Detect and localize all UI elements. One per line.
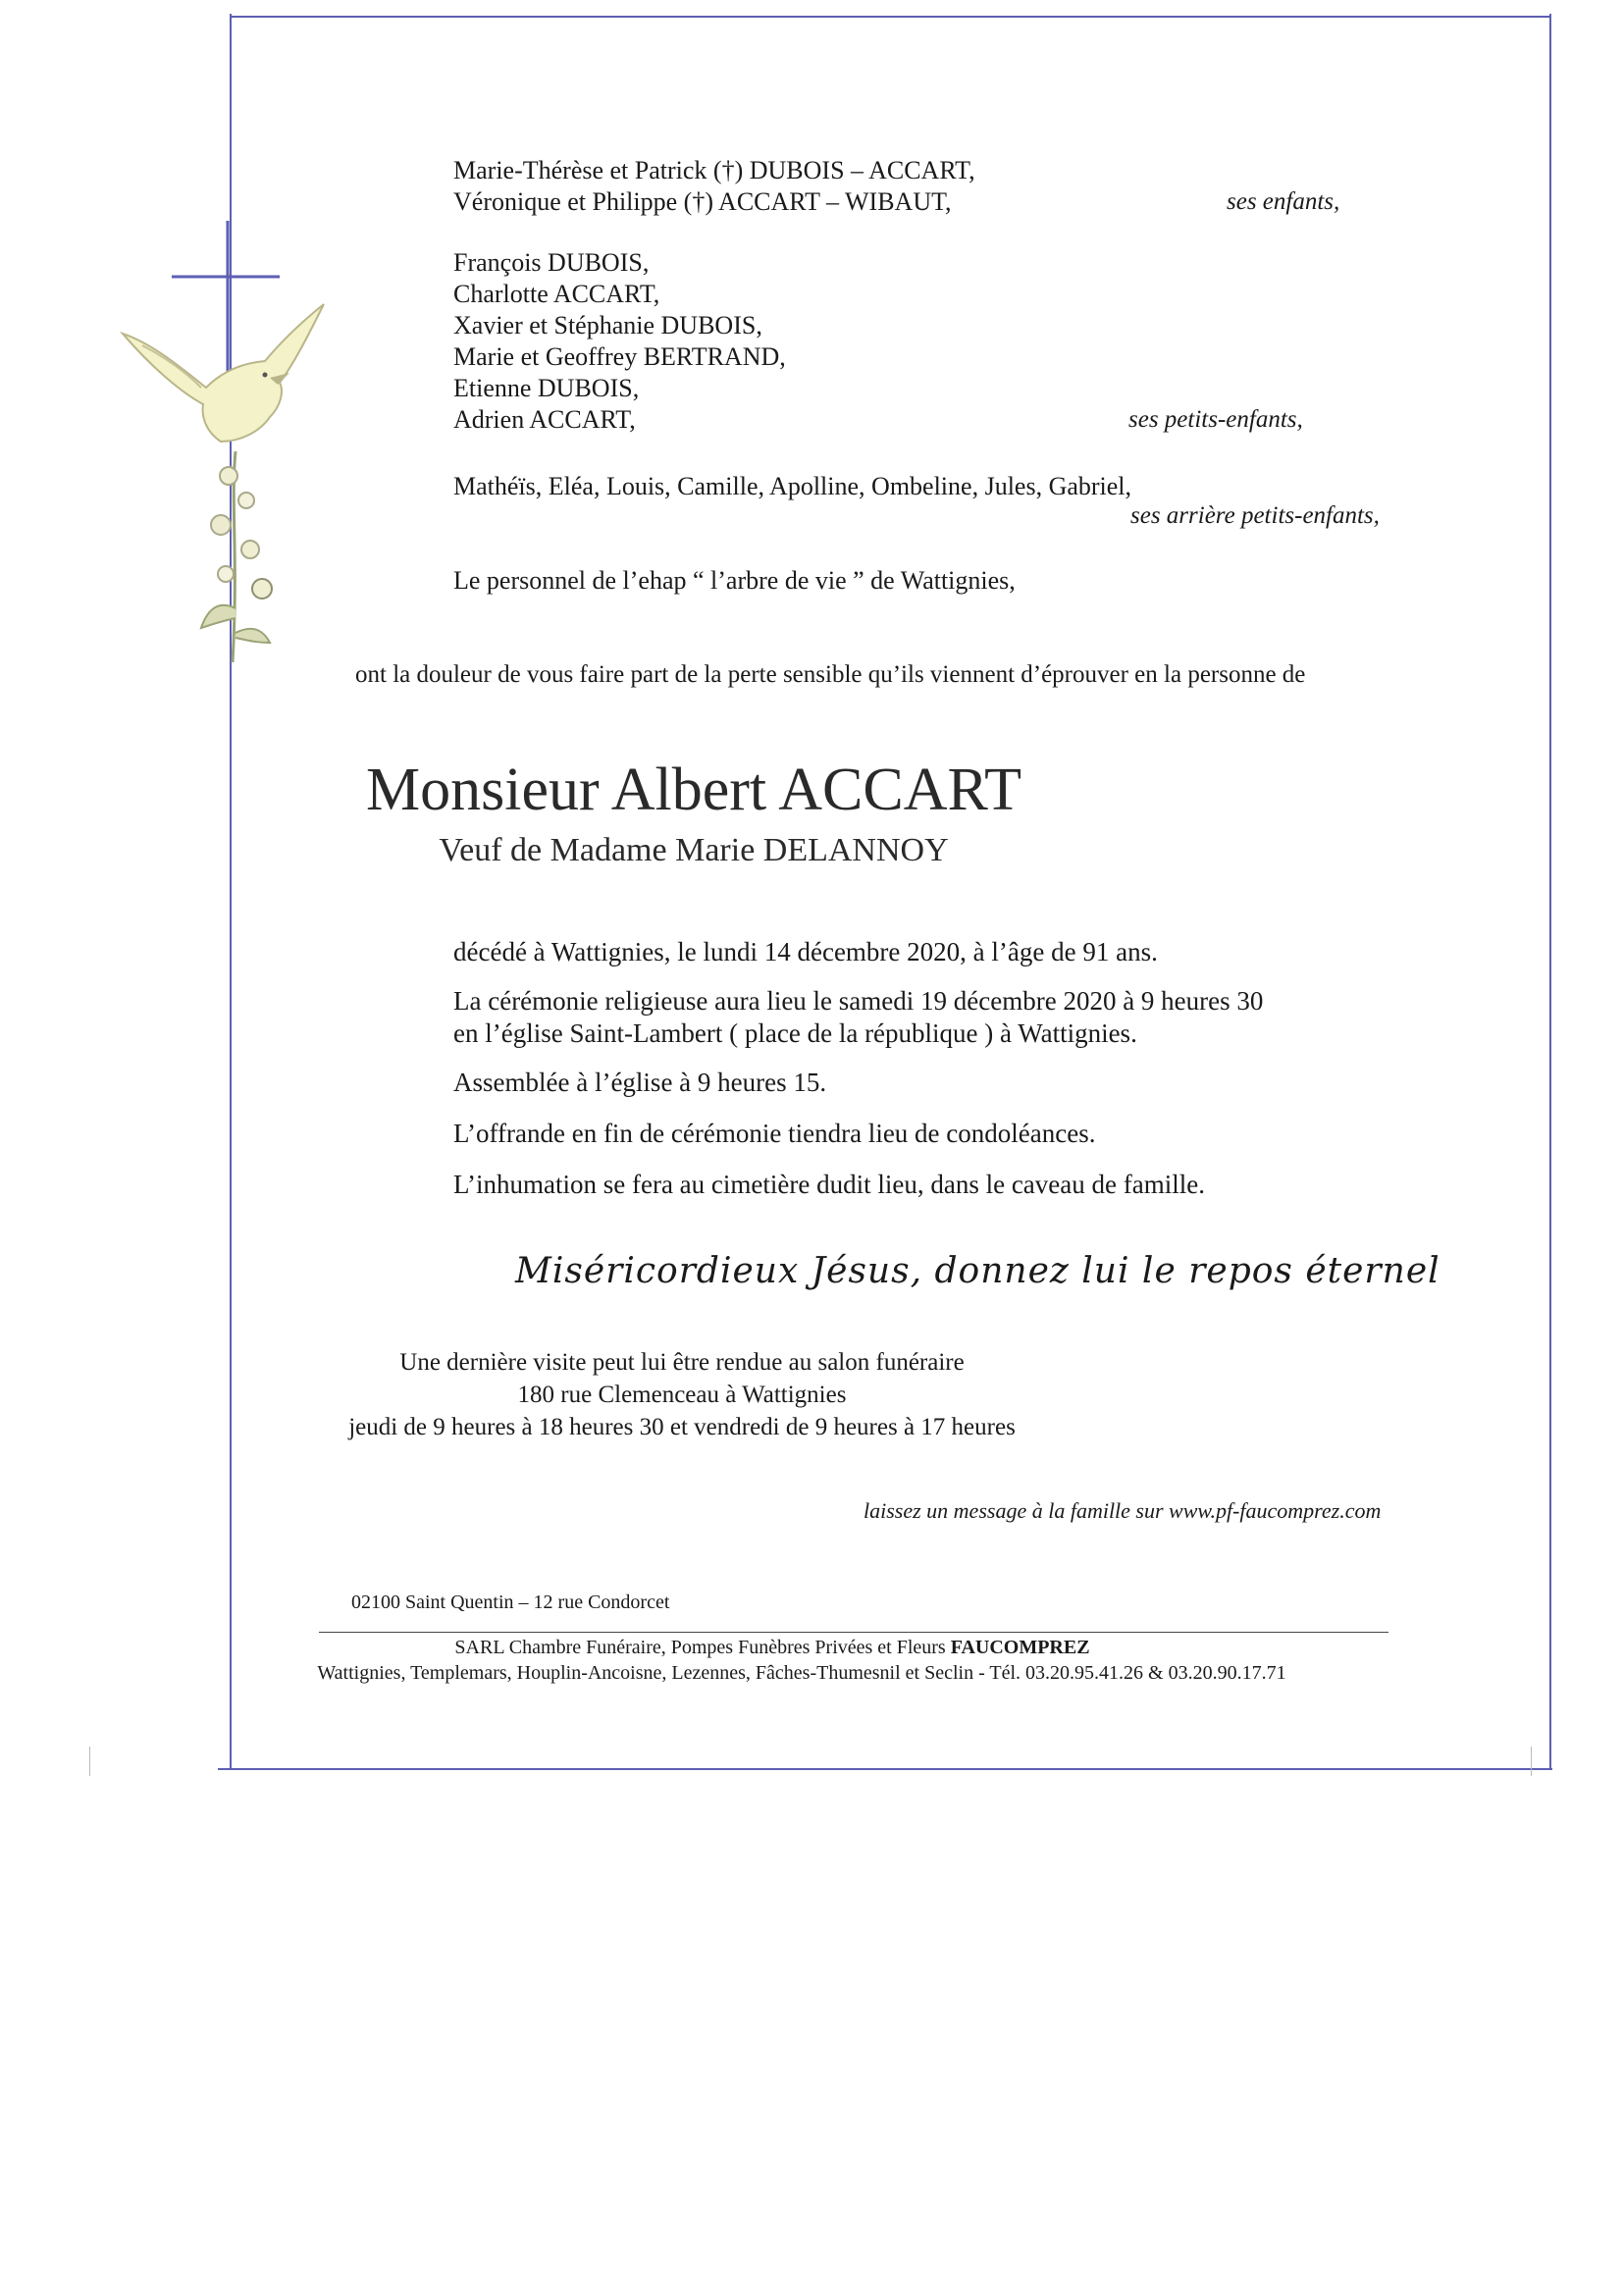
death-detail: décédé à Wattignies, le lundi 14 décembre 2020, à l’âge de 91 ans. [453,937,1158,966]
frame-top-border [230,16,1551,18]
great-grandchildren-label: ses arrière petits-enfants, [1130,502,1380,529]
deceased-subtitle: Veuf de Madame Marie DELANNOY [439,832,949,868]
grandchildren-label: ses petits-enfants, [1128,406,1303,433]
outer-right-edge [1531,1747,1532,1776]
children-line-2: Véronique et Philippe (†) ACCART – WIBAUT, [453,187,952,216]
visit-line-2: 180 rue Clemenceau à Wattignies [517,1382,847,1408]
ceremony-line-2: en l’église Saint-Lambert ( place de la république ) à Wattignies. [453,1018,1137,1048]
staff-line: Le personnel de l’ehap “ l’arbre de vie ” de Wattignies, [453,566,1016,595]
prayer-text: Miséricordieux Jésus, donnez lui le repos éternel [515,1251,1440,1291]
frame-bottom-border [218,1768,1552,1770]
footer-locations: Wattignies, Templemars, Houplin-Ancoisne, Lezennes, Fâches-Thumesnil et Seclin - Tél. 03.20.95.41.26 & 03.20.90.17.71 [317,1662,1286,1684]
website-message: laissez un message à la famille sur www.pf-faucomprez.com [864,1498,1382,1523]
children-label: ses enfants, [1227,188,1340,215]
flower-icon [182,442,289,667]
grandchild-line-6: Adrien ACCART, [453,405,636,434]
footer-address: 02100 Saint Quentin – 12 rue Condorcet [351,1592,670,1613]
footer-divider [319,1632,1388,1633]
grandchild-line-5: Etienne DUBOIS, [453,374,640,402]
visit-line-1: Une dernière visite peut lui être rendue au salon funéraire [399,1349,965,1376]
footer-company [0,1637,1584,1659]
great-grandchildren-line: Mathéïs, Eléa, Louis, Camille, Apolline, Ombeline, Jules, Gabriel, [453,472,1132,500]
footer-company-prefix: SARL Chambre Funéraire, Pompes Funèbres Privées et Fleurs [454,1637,951,1658]
children-line-1: Marie-Thérèse et Patrick (†) DUBOIS – ACCART, [453,156,975,184]
deceased-name: Monsieur Albert ACCART [366,757,1021,823]
frame-right-border [1549,14,1551,1770]
grandchild-line-3: Xavier et Stéphanie DUBOIS, [453,311,762,339]
grandchild-line-2: Charlotte ACCART, [453,280,660,308]
footer-company-name: FAUCOMPREZ [950,1637,1090,1658]
grandchild-line-4: Marie et Geoffrey BERTRAND, [453,342,786,371]
visit-line-3: jeudi de 9 heures à 18 heures 30 et vendredi de 9 heures à 17 heures [348,1414,1016,1440]
ceremony-line-1: La cérémonie religieuse aura lieu le samedi 19 décembre 2020 à 9 heures 30 [453,986,1264,1016]
offering-detail: L’offrande en fin de cérémonie tiendra lieu de condoléances. [453,1119,1096,1148]
outer-left-edge [89,1747,90,1776]
announcement-text: ont la douleur de vous faire part de la perte sensible qu’ils viennent d’éprouver en la personne de [355,661,1306,688]
assembly-detail: Assemblée à l’église à 9 heures 15. [453,1068,827,1097]
grandchild-line-1: François DUBOIS, [453,248,650,277]
burial-detail: L’inhumation se fera au cimetière dudit lieu, dans le caveau de famille. [453,1170,1205,1199]
